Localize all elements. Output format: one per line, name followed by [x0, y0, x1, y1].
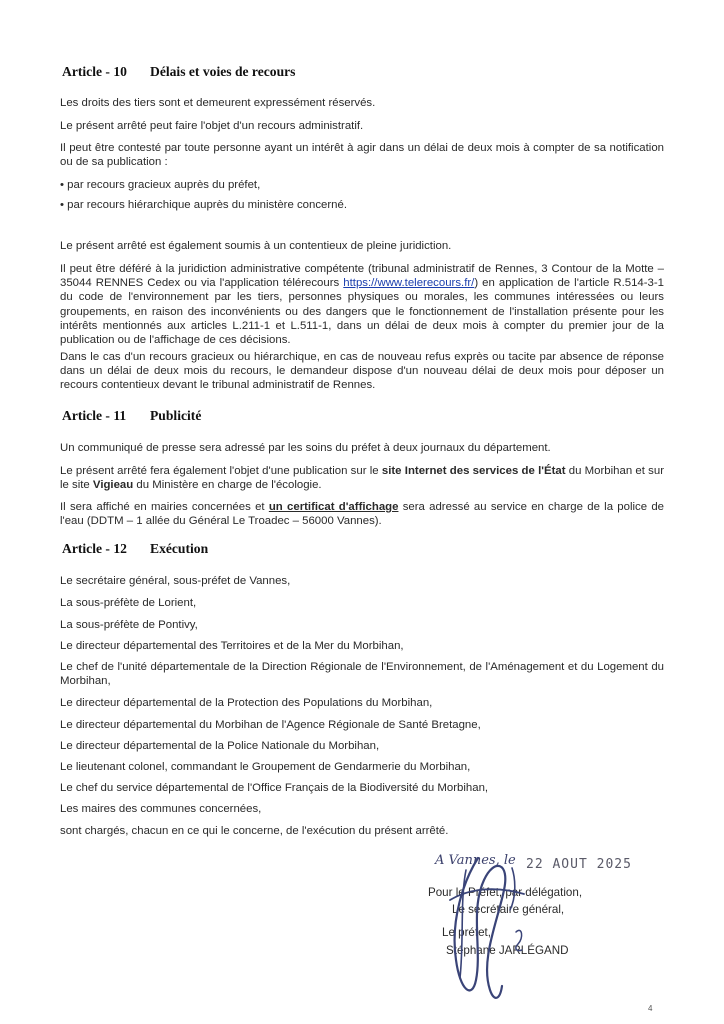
execution-line: La sous-préfète de Pontivy,: [60, 619, 198, 631]
article-12-title: Exécution: [150, 541, 209, 556]
article-11-heading: [62, 408, 201, 424]
art10-paragraph-3: Il peut être contesté par toute personne ayant un intérêt à agir dans un délai de deux mois à compter de sa notification ou de sa publication :: [60, 142, 664, 169]
article-10-heading: [62, 64, 295, 80]
telerecours-link[interactable]: https://www.telerecours.fr/: [343, 277, 475, 290]
art10-p5-text-a: Il peut être déféré à la juridiction administrative compétente (tribunal administratif de Rennes, 3 Contour de la Motte – 35044 RENNES Cedex ou via l'application télérecours: [60, 263, 664, 290]
page-mark: 4: [648, 1004, 653, 1013]
execution-line: Le directeur départemental de la Protection des Populations du Morbihan,: [60, 697, 433, 709]
execution-line: Le lieutenant colonel, commandant le Groupement de Gendarmerie du Morbihan,: [60, 761, 471, 773]
art11-p2-text-c: du Morbihan et sur le site: [60, 465, 665, 492]
art11-paragraph-1: Un communiqué de presse sera adressé par les soins du préfet à deux journaux du département.: [60, 442, 551, 454]
execution-line: Les maires des communes concernées,: [60, 803, 262, 815]
art11-p2-text-a: Le présent arrêté fera également l'objet d'une publication sur le: [60, 465, 382, 477]
art10-paragraph-5: [60, 262, 664, 347]
article-12-number: Article - 12: [62, 541, 127, 556]
art10-p5-text-b: ) en application de l'article R.514-3-1 du code de l'environnement par les tiers, personnes physiques ou morales, les communes intéressées ou leurs groupements, en raison des inconvénients ou des dangers que le fonctionnement de l'installation présente pour les intérêts mentionnés aux articles L.211-1 et L.511-1, dans un délai de deux mois à compter du premier jour de la publication ou de l'affichage de ces décisions.: [60, 277, 664, 347]
article-11-number: Article - 11: [62, 408, 127, 423]
article-10-number: Article - 10: [62, 64, 127, 79]
article-11-title: Publicité: [150, 408, 202, 423]
execution-line: Le chef de l'unité départementale de la Direction Régionale de l'Environnement, de l'Aménagement et du Logement du Morbihan,: [60, 661, 664, 688]
art11-p3-text-a: Il sera affiché en mairies concernées et: [60, 501, 269, 513]
signature-line-secretary: Le secrétaire général,: [452, 903, 565, 916]
art11-p3-text-c: sera adressé au service en charge de la police de l'eau (DDTM – 1 allée du Général Le Troadec – 56000 Vannes).: [60, 501, 664, 528]
execution-line: Le directeur départemental du Morbihan de l'Agence Régionale de Santé Bretagne,: [60, 719, 481, 731]
art10-bullet-2: • par recours hiérarchique auprès du ministère concerné.: [60, 199, 348, 211]
art11-paragraph-3: [60, 500, 664, 528]
execution-line: La sous-préfète de Lorient,: [60, 597, 197, 609]
execution-line: sont chargés, chacun en ce qui le concerne, de l'exécution du présent arrêté.: [60, 825, 449, 837]
execution-line: Le directeur départemental de la Police Nationale du Morbihan,: [60, 740, 380, 752]
art10-paragraph-6: Dans le cas d'un recours gracieux ou hiérarchique, en cas de nouveau refus exprès ou tacite par absence de réponse dans un délai de deux mois du recours, le demandeur dispose d'un nouveau délai de deux mois pour déposer un recours contentieux devant le tribunal administratif de Rennes.: [60, 351, 664, 392]
date-stamp: 22 AOUT 2025: [526, 857, 632, 872]
article-12-heading: [62, 541, 208, 557]
handwritten-place: A Vannes, le: [435, 853, 516, 868]
signature-line-prefet: Le préfet,: [442, 926, 491, 939]
site-internet-mention: site Internet des services de l'État: [381, 465, 566, 477]
art11-paragraph-2: [60, 464, 664, 492]
execution-line: Le secrétaire général, sous-préfet de Vannes,: [60, 575, 291, 587]
signature-line-delegation: Pour le Préfet, par délégation,: [428, 886, 583, 899]
art10-paragraph-4: Le présent arrêté est également soumis à un contentieux de pleine juridiction.: [60, 240, 452, 252]
signatory-name: Stéphane JARLÉGAND: [446, 944, 569, 957]
article-10-title: Délais et voies de recours: [150, 64, 296, 79]
art10-paragraph-2: Le présent arrêté peut faire l'objet d'un recours administratif.: [60, 120, 364, 132]
execution-line: Le directeur départemental des Territoires et de la Mer du Morbihan,: [60, 640, 404, 652]
handwritten-signature: [420, 840, 560, 1010]
art11-p2-text-e: du Ministère en charge de l'écologie.: [133, 479, 322, 492]
certificat-affichage-mention: un certificat d'affichage: [268, 501, 399, 513]
art10-bullet-1: • par recours gracieux auprès du préfet,: [60, 179, 261, 191]
art10-paragraph-1: Les droits des tiers sont et demeurent expressément réservés.: [60, 97, 376, 109]
execution-line: Le chef du service départemental de l'Office Français de la Biodiversité du Morbihan,: [60, 782, 489, 794]
vigieau-mention: Vigieau: [92, 479, 134, 492]
